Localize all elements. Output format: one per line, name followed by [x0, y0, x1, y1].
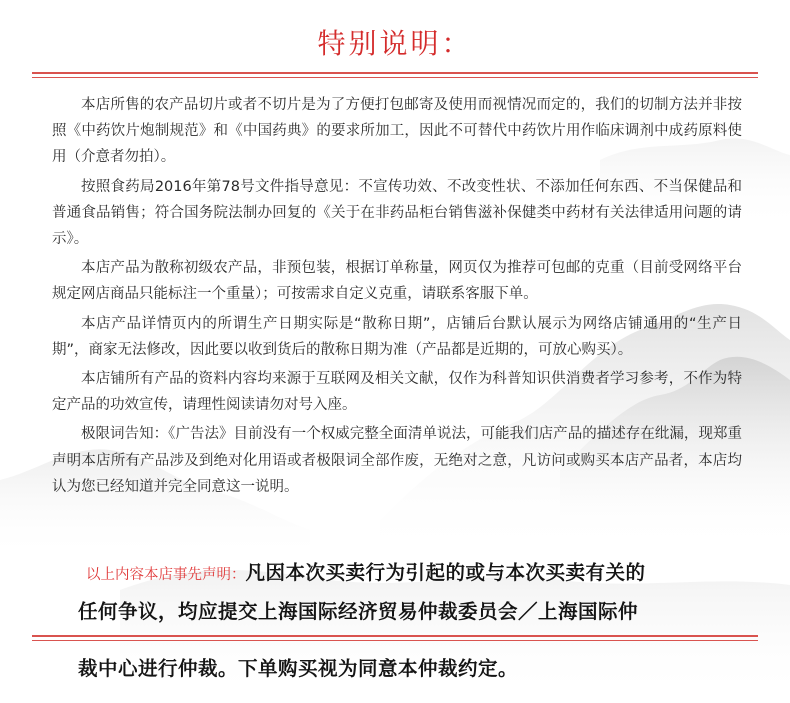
paragraph-source-note: 本店铺所有产品的资料内容均来源于互联网及相关文献，仅作为科普知识供消费者学习参考，不作为特定产品的功效宣传，请理性阅读请勿对号入座。	[52, 371, 742, 414]
notice-body	[52, 92, 742, 503]
arbitration-notice-line-3: 裁中心进行仲裁。下单购买视为同意本仲裁约定。	[78, 657, 519, 680]
paragraph-ad-law-note: 极限词告知：《广告法》目前没有一个权威完整全面清单说法，可能我们店产品的描述存在纰漏，现郑重声明本店所有产品涉及到绝对化用语或者极限词全部作废，无绝对之意，凡访问或购买本店产品者，本店均认为您已经知道并完全同意这一说明。	[52, 426, 742, 495]
bottom-divider	[32, 635, 758, 637]
paragraph-regulation-note: 按照食药局2016年第78号文件指导意见：不宣传功效、不改变性状、不添加任何东西、不当保健品和普通食品销售；符合国务院法制办回复的《关于在非药品柜台销售滋补保健类中药材有关法律适用问题的请示》。	[52, 178, 742, 248]
arbitration-text-1: 凡因本次买卖行为引起的或与本次买卖有关的	[245, 561, 646, 584]
arbitration-notice-line-2: 任何争议，均应提交上海国际经济贸易仲裁委员会／上海国际仲	[78, 600, 639, 623]
arbitration-notice-line-1	[86, 557, 756, 585]
paragraph-date-note: 本店产品详情页内的所谓生产日期实际是“散称日期”，店铺后台默认展示为网络店铺通用的“生产日期”，商家无法修改，因此要以收到货后的散称日期为准（产品都是近期的，可放心购买）。	[52, 315, 742, 358]
top-divider	[32, 72, 758, 74]
paragraph-weight-note: 本店产品为散称初级农产品，非预包装，根据订单称量，网页仅为推荐可包邮的克重（目前受网络平台规定网店商品只能标注一个重量）；可按需求自定义克重，请联系客服下单。	[52, 260, 742, 303]
notice-prefix: 以上内容本店事先声明：	[86, 567, 246, 583]
paragraph-processing-note: 本店所售的农产品切片或者不切片是为了方便打包邮寄及使用而视情况而定的，我们的切制方法并非按照《中药饮片炮制规范》和《中国药典》的要求所加工，因此不可替代中药饮片用作临床调剂中成药原料使用（介意者勿拍）。	[52, 97, 742, 166]
page-title: 特别说明：	[317, 27, 473, 60]
